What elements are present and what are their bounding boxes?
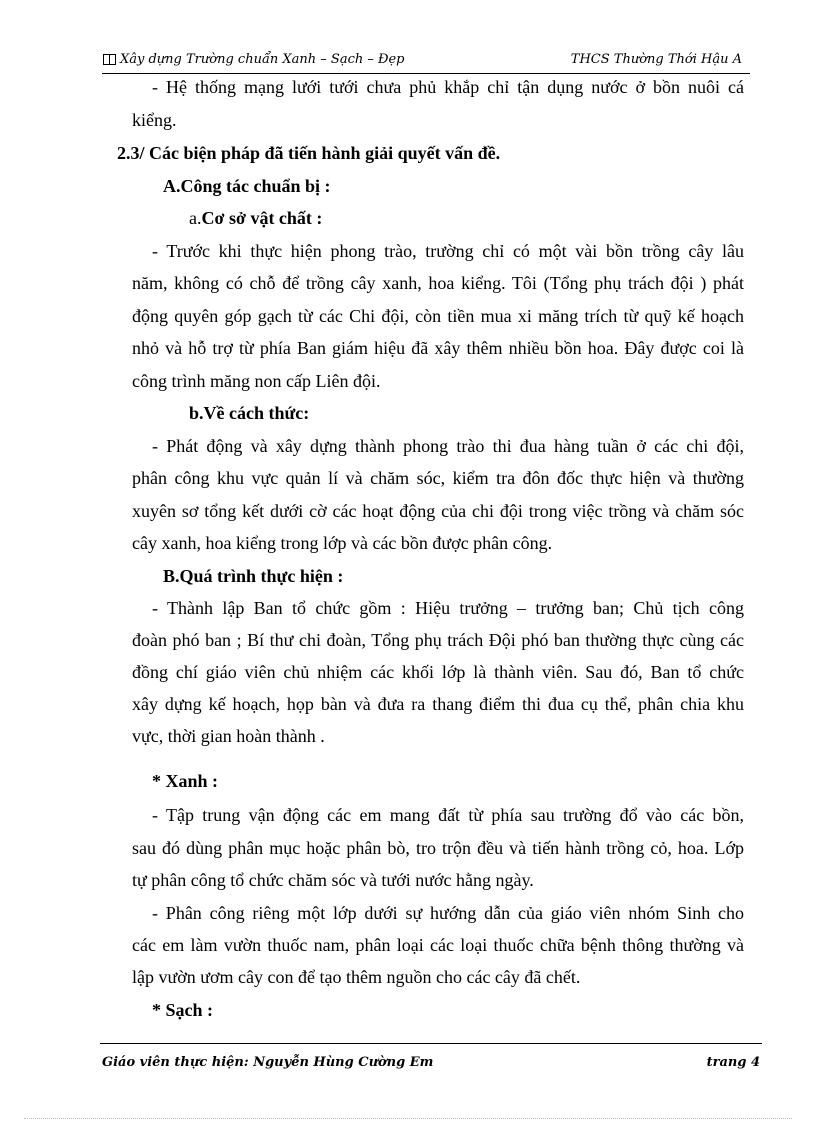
sub-heading: b.Về cách thức:: [189, 403, 310, 423]
header-school: THCS Thường Thới Hậu A: [570, 52, 742, 67]
paragraph-line: vực, thời gian hoàn thành .: [132, 726, 325, 746]
paragraph-line: lập vườn ươm cây con để tạo thêm nguồn cho các cây đã chết.: [132, 967, 581, 987]
subsection-heading: B.Quá trình thực hiện :: [163, 566, 344, 586]
paragraph-line: công trình măng non cấp Liên đội.: [132, 371, 381, 391]
subsection-heading: A.Công tác chuẩn bị :: [163, 176, 331, 196]
paragraph-line: xây dựng kế hoạch, họp bàn và đưa ra thang điểm thi đua cụ thể, phân chia khu: [132, 694, 744, 714]
sub-heading: [189, 207, 322, 229]
paragraph-line: xuyên sơ tổng kết dưới cờ các hoạt động của chi đội trong việc trồng và chăm sóc: [132, 501, 744, 521]
header-title: Xây dựng Trường chuẩn Xanh – Sạch – Đẹp: [120, 52, 405, 67]
paragraph-line: - Trước khi thực hiện phong trào, trường chỉ có một vài bồn trồng cây lâu: [152, 241, 744, 261]
footer-author: Giáo viên thực hiện: Nguyễn Hùng Cường Em: [102, 1055, 434, 1070]
page-header: [102, 48, 742, 74]
paragraph-line: - Thành lập Ban tổ chức gồm : Hiệu trưởng – trưởng ban; Chủ tịch công: [152, 598, 744, 618]
sub-heading-text: Cơ sở vật chất :: [201, 208, 323, 228]
footer-page-number: trang 4: [706, 1055, 760, 1070]
category-heading: * Xanh :: [152, 771, 219, 791]
section-heading: 2.3/ Các biện pháp đã tiến hành giải quyết vấn đề.: [117, 143, 501, 163]
paragraph-line: tự phân công tổ chức chăm sóc và tưới nước hằng ngày.: [132, 870, 534, 890]
book-icon: [103, 54, 116, 65]
paragraph-line: - Phân công riêng một lớp dưới sự hướng dẫn của giáo viên nhóm Sinh cho: [152, 903, 744, 923]
paragraph-line: kiểng.: [132, 110, 177, 130]
paragraph-line: - Tập trung vận động các em mang đất từ phía sau trường đổ vào các bồn,: [152, 805, 744, 825]
paragraph-line: cây xanh, hoa kiểng trong lớp và các bồn được phân công.: [132, 533, 553, 553]
paragraph-line: năm, không có chỗ để trồng cây xanh, hoa kiểng. Tôi (Tổng phụ trách đội ) phát: [132, 273, 744, 293]
paragraph-line: nhỏ và hỗ trợ từ phía Ban giám hiệu đã xây thêm nhiều bồn hoa. Đây được coi là: [132, 338, 744, 358]
paragraph-line: động quyên góp gạch từ các Chi đội, còn tiền mua xi măng trích từ quỹ kế hoạch: [132, 306, 744, 326]
paragraph-line: các em làm vườn thuốc nam, phân loại các loại thuốc chữa bệnh thông thường và: [132, 935, 744, 955]
paragraph-line: sau đó dùng phân mục hoặc phân bò, tro trộn đều và tiến hành trồng cỏ, hoa. Lớp: [132, 838, 744, 858]
paragraph-line: đoàn phó ban ; Bí thư chi đoàn, Tổng phụ trách Đội phó ban thường thực cùng các: [132, 630, 744, 650]
paragraph-line: - Phát động và xây dựng thành phong trào thi đua hàng tuần ở các chi đội,: [152, 436, 744, 456]
header-rule: [102, 73, 750, 74]
sub-heading-prefix: a.: [189, 208, 202, 228]
page-edge: [24, 1118, 792, 1119]
paragraph-line: đồng chí giáo viên chủ nhiệm các khối lớp là thành viên. Sau đó, Ban tổ chức: [132, 662, 744, 682]
footer-rule: [100, 1043, 762, 1044]
paragraph-line: - Hệ thống mạng lưới tưới chưa phủ khắp chỉ tận dụng nước ở bồn nuôi cá: [152, 77, 744, 97]
category-heading: * Sạch :: [152, 1000, 214, 1020]
paragraph-line: phân công khu vực quản lí và chăm sóc, kiểm tra đôn đốc thực hiện và thường: [132, 468, 744, 488]
